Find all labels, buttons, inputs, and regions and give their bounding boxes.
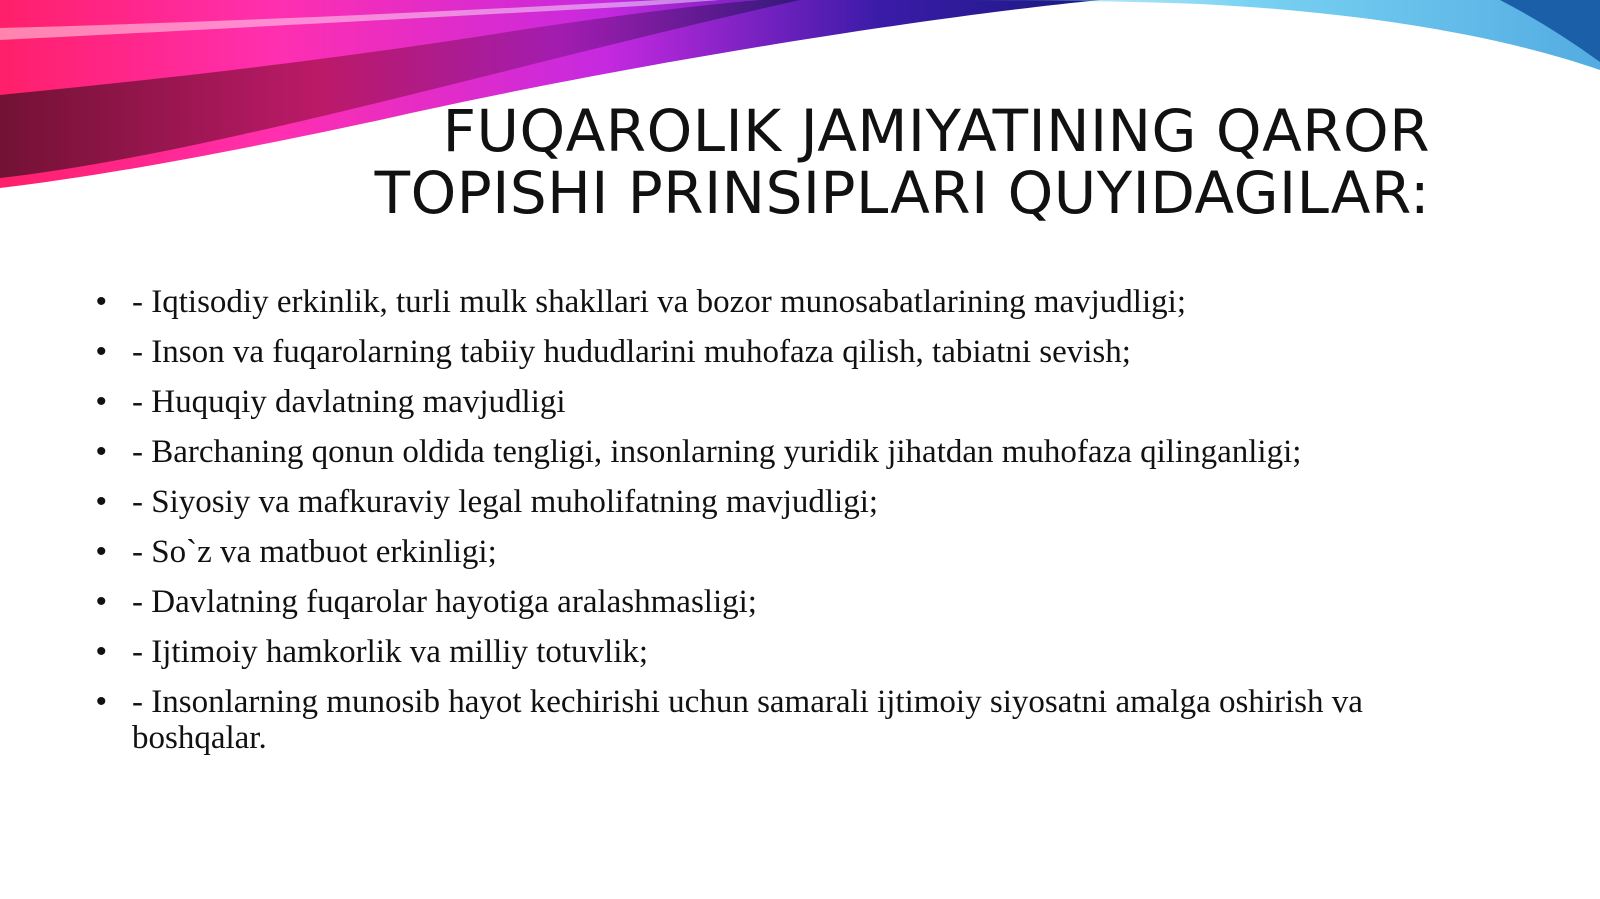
- bullet-icon: •: [96, 685, 107, 718]
- list-item: [96, 434, 1496, 470]
- bullet-icon: •: [96, 585, 107, 618]
- list-item: [96, 284, 1496, 320]
- bullet-icon: •: [96, 385, 107, 418]
- bullet-icon: •: [96, 635, 107, 668]
- bullet-icon: •: [96, 485, 107, 518]
- list-item-text: - Iqtisodiy erkinlik, turli mulk shakllari va bozor munosabatlarining mavjudligi;: [132, 284, 1186, 320]
- principles-list: [96, 284, 1496, 770]
- bullet-icon: •: [96, 335, 107, 368]
- list-item-text: - Barchaning qonun oldida tengligi, insonlarning yuridik jihatdan muhofaza qilinganligi;: [132, 434, 1302, 470]
- list-item: [96, 484, 1496, 520]
- bullet-icon: •: [96, 435, 107, 468]
- slide-title: [374, 97, 1430, 227]
- title-line-2: TOPISHI PRINSIPLARI QUYIDAGILAR:: [374, 159, 1430, 227]
- list-item: [96, 334, 1496, 370]
- list-item-text: - Inson va fuqarolarning tabiiy hududlarini muhofaza qilish, tabiatni sevish;: [132, 334, 1131, 370]
- list-item: [96, 634, 1496, 670]
- list-item: [96, 534, 1496, 570]
- list-item-text: - Siyosiy va mafkuraviy legal muholifatning mavjudligi;: [132, 484, 879, 520]
- bullet-icon: •: [96, 535, 107, 568]
- bullet-icon: •: [96, 285, 107, 318]
- title-line-1: FUQAROLIK JAMIYATINING QAROR: [442, 97, 1430, 165]
- list-item-text: - Ijtimoiy hamkorlik va milliy totuvlik;: [132, 634, 649, 670]
- list-item-text: - Davlatning fuqarolar hayotiga aralashmasligi;: [132, 584, 757, 620]
- list-item-text: - So`z va matbuot erkinligi;: [132, 534, 497, 570]
- list-item: [96, 584, 1496, 620]
- list-item: [96, 384, 1496, 420]
- list-item: [96, 684, 1496, 756]
- list-item-text: - Huquqiy davlatning mavjudligi: [132, 384, 566, 420]
- list-item-text: - Insonlarning munosib hayot kechirishi uchun samarali ijtimoiy siyosatni amalga oshirish va boshqalar.: [132, 684, 1363, 756]
